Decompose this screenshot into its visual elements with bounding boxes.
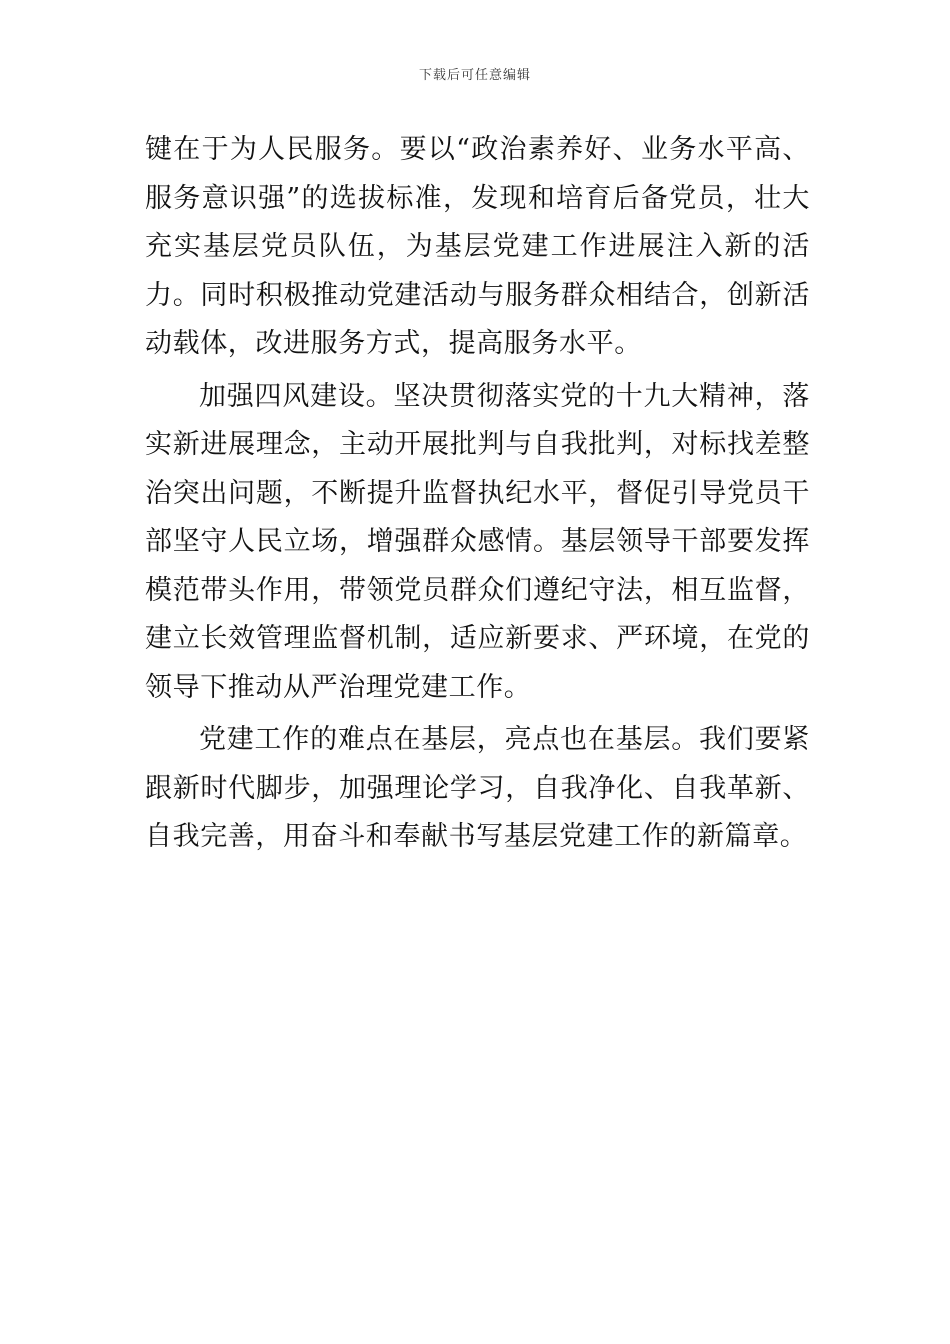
paragraph-continuation: 键在于为人民服务。要以“政治素养好、业务水平高、服务意识强”的选拔标准，发现和培育后备党员，壮大充实基层党员队伍，为基层党建工作进展注入新的活力。同时积极推动党建活动与服务群众相结合，创新活动载体，改进服务方式，提高服务水平。 xyxy=(145,134,810,359)
page-header-note: 下载后可任意编辑 xyxy=(418,68,531,83)
paragraph-conclusion: 党建工作的难点在基层，亮点也在基层。我们要紧跟新时代脚步，加强理论学习，自我净化、自我革新、自我完善，用奋斗和奉献书写基层党建工作的新篇章。 xyxy=(145,724,810,852)
paragraph-four-winds: 加强四风建设。坚决贯彻落实党的十九大精神，落实新进展理念，主动开展批判与自我批判，对标找差整治突出问题，不断提升监督执纪水平，督促引导党员干部坚守人民立场，增强群众感情。基层领导干部要发挥模范带头作用，带领党员群众们遵纪守法，相互监督，建立长效管理监督机制，适应新要求、严环境，在党的领导下推动从严治理党建工作。 xyxy=(145,380,810,703)
document-body xyxy=(145,126,810,866)
